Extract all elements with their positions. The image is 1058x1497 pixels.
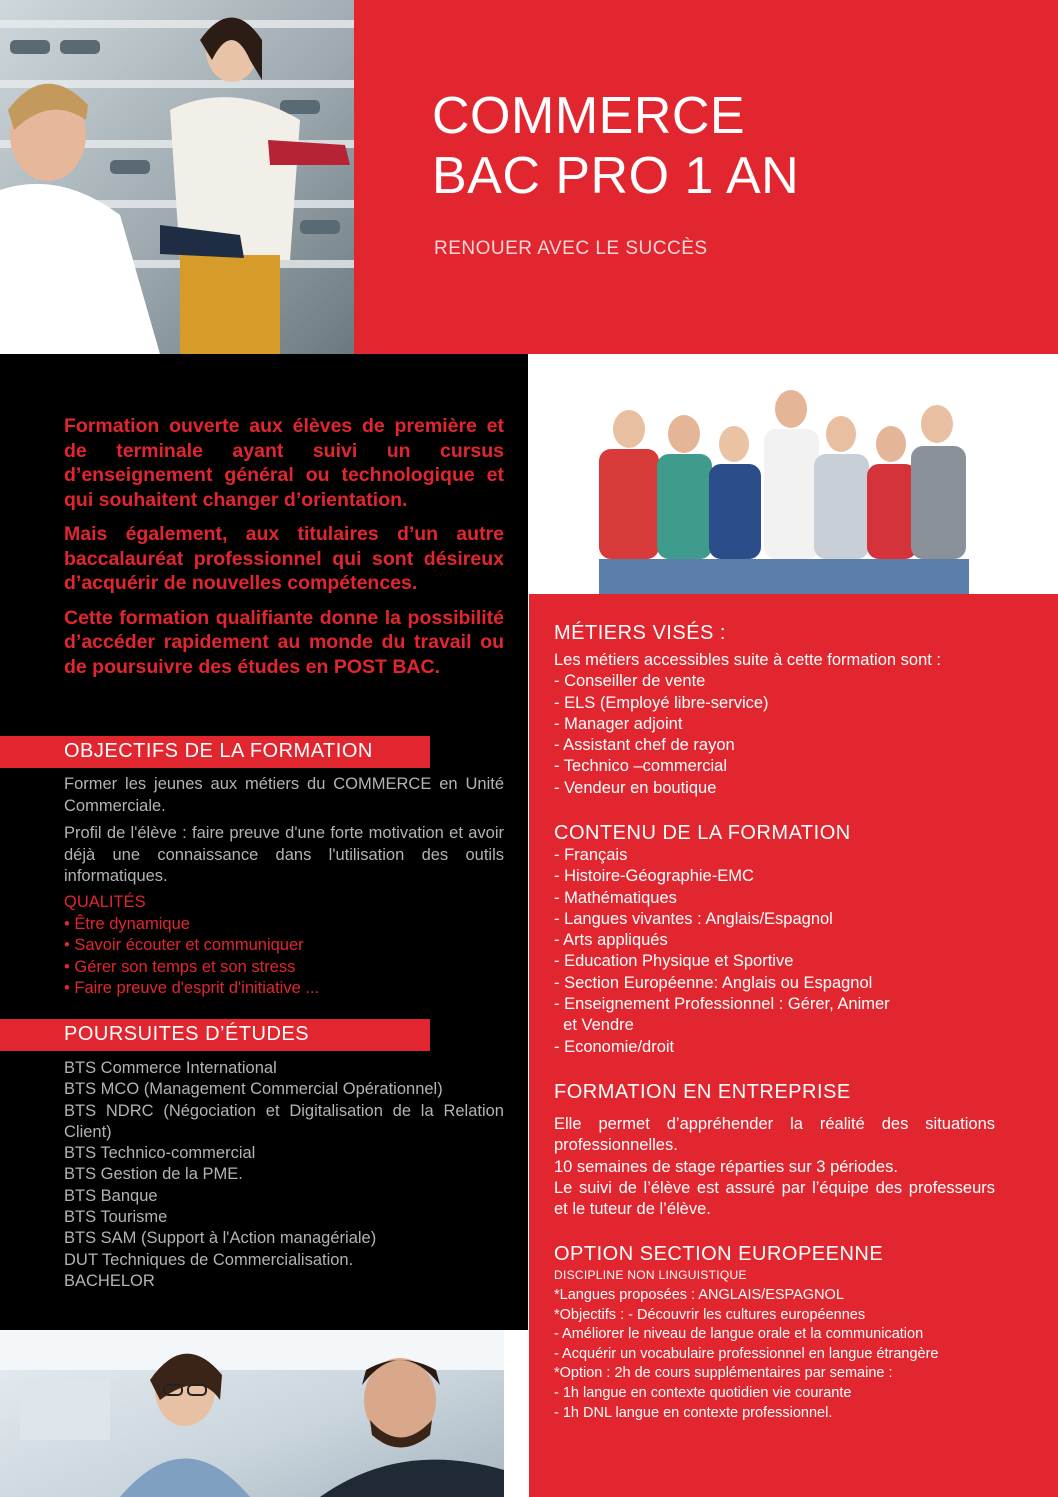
intro-paragraph-3: Cette formation qualifiante donne la possibilité d’accéder rapidement au monde du travail ou de poursuivre des études en POST BAC.	[64, 606, 504, 678]
intro-paragraph-1: Formation ouverte aux élèves de première et de terminale ayant suivi un cursus d’enseignement général ou technologique et qui souhaitent changer d’orientation.	[64, 415, 504, 511]
contenu-item: et Vendre	[554, 1016, 634, 1035]
students-illustration	[0, 1330, 504, 1497]
contenu-list	[554, 845, 999, 1058]
contenu-heading: CONTENU DE LA FORMATION	[554, 822, 851, 844]
europe-line: - Améliorer le niveau de langue orale et la communication	[554, 1326, 924, 1343]
poursuites-heading: POURSUITES D’ÉTUDES	[64, 1023, 310, 1045]
objectifs-heading-bar	[0, 736, 430, 768]
qualite-item: • Gérer son temps et son stress	[64, 957, 296, 976]
europe-line: *Langues proposées : ANGLAIS/ESPAGNOL	[554, 1287, 844, 1303]
metier-item: - Vendeur en boutique	[554, 778, 717, 797]
metier-item: - Technico –commercial	[554, 757, 728, 776]
contenu-item: - Education Physique et Sportive	[554, 952, 794, 971]
entreprise-heading: FORMATION EN ENTREPRISE	[554, 1081, 851, 1103]
metier-item: - Conseiller de vente	[554, 672, 706, 691]
poursuite-item: DUT Techniques de Commercialisation.	[64, 1250, 354, 1269]
europe-line: *Option : 2h de cours supplémentaires par semaine :	[554, 1365, 893, 1382]
europe-details	[554, 1286, 1004, 1423]
entreprise-line-1: Elle permet d’appréhender la réalité des situations professionnelles.	[554, 1115, 995, 1155]
objectifs-heading: OBJECTIFS DE LA FORMATION	[64, 740, 373, 762]
europe-line: - Acquérir un vocabulaire professionnel en langue étrangère	[554, 1345, 939, 1362]
qualites-list	[64, 892, 504, 1000]
shoe-shop-illustration	[0, 0, 354, 354]
entreprise-line-3: Le suivi de l’élève est assuré par l’équipe des professeurs et le tuteur de l’élève.	[554, 1178, 995, 1219]
page-title	[432, 86, 1032, 206]
qualite-item: • Savoir écouter et communiquer	[64, 936, 304, 954]
shoe-shop-photo	[0, 0, 354, 354]
poursuites-list	[64, 1058, 504, 1292]
poursuite-item: BTS SAM (Support à l'Action managériale)	[64, 1229, 377, 1248]
poursuite-item: BTS MCO (Management Commercial Opérationnel)	[64, 1080, 443, 1099]
europe-line: - 1h DNL langue en contexte professionnel.	[554, 1404, 833, 1421]
metier-item: - Assistant chef de rayon	[554, 736, 735, 755]
contenu-item: - Français	[554, 846, 628, 864]
metier-item: - ELS (Employé libre-service)	[554, 693, 769, 712]
group-students-illustration	[529, 354, 1058, 594]
contenu-item: - Histoire-Géographie-EMC	[554, 867, 754, 886]
poursuite-item: BTS Technico-commercial	[64, 1144, 256, 1163]
contenu-item: - Arts appliqués	[554, 931, 668, 950]
objectifs-paragraph-1: Former les jeunes aux métiers du COMMERCE en Unité Commerciale.	[64, 775, 504, 815]
group-students-photo	[529, 354, 1058, 594]
poursuite-item: BTS Banque	[64, 1186, 158, 1205]
entreprise-line-2: 10 semaines de stage réparties sur 3 périodes.	[554, 1157, 898, 1176]
metiers-list	[554, 650, 999, 799]
contenu-item: - Langues vivantes : Anglais/Espagnol	[554, 909, 833, 928]
contenu-item: - Section Européenne: Anglais ou Espagnol	[554, 973, 873, 992]
europe-line: *Objectifs : - Découvrir les cultures européennes	[554, 1306, 866, 1323]
students-computer-photo	[0, 1330, 504, 1497]
contenu-item: - Mathématiques	[554, 888, 677, 907]
europe-line: - 1h langue en contexte quotidien vie courante	[554, 1384, 852, 1401]
poursuites-heading-bar	[0, 1019, 430, 1051]
intro-paragraph-2: Mais également, aux titulaires d’un autre baccalauréat professionnel qui sont désireux d’acquérir de nouvelles compétences.	[64, 523, 504, 594]
objectifs-text	[64, 774, 504, 894]
title-line-1: COMMERCE	[432, 87, 746, 145]
contenu-item: - Enseignement Professionnel : Gérer, Animer	[554, 995, 890, 1014]
contenu-item: - Economie/droit	[554, 1037, 675, 1056]
metiers-heading: MÉTIERS VISÉS :	[554, 622, 726, 644]
title-line-2: BAC PRO 1 AN	[432, 147, 800, 205]
europe-subheading: DISCIPLINE NON LINGUISTIQUE	[554, 1268, 747, 1282]
poursuite-item: BTS NDRC (Négociation et Digitalisation de la Relation Client)	[64, 1101, 504, 1141]
poursuite-item: BACHELOR	[64, 1271, 155, 1290]
metiers-intro: Les métiers accessibles suite à cette formation sont :	[554, 651, 942, 669]
entreprise-text	[554, 1114, 995, 1220]
intro-text	[64, 414, 504, 689]
objectifs-paragraph-2: Profil de l'élève : faire preuve d'une forte motivation et avoir déjà une connaissance dans l'utilisation des outils informatiques.	[64, 824, 504, 885]
europe-heading: OPTION SECTION EUROPEENNE	[554, 1243, 884, 1265]
poursuite-item: BTS Gestion de la PME.	[64, 1165, 243, 1184]
qualite-item: • Faire preuve d'esprit d'initiative ...	[64, 979, 320, 997]
poursuite-item: BTS Tourisme	[64, 1208, 168, 1227]
qualite-item: • Être dynamique	[64, 914, 190, 933]
qualites-heading: QUALITÉS	[64, 893, 146, 911]
poursuite-item: BTS Commerce International	[64, 1059, 277, 1077]
metier-item: - Manager adjoint	[554, 714, 683, 733]
page-subtitle: RENOUER AVEC LE SUCCÈS	[434, 238, 708, 259]
